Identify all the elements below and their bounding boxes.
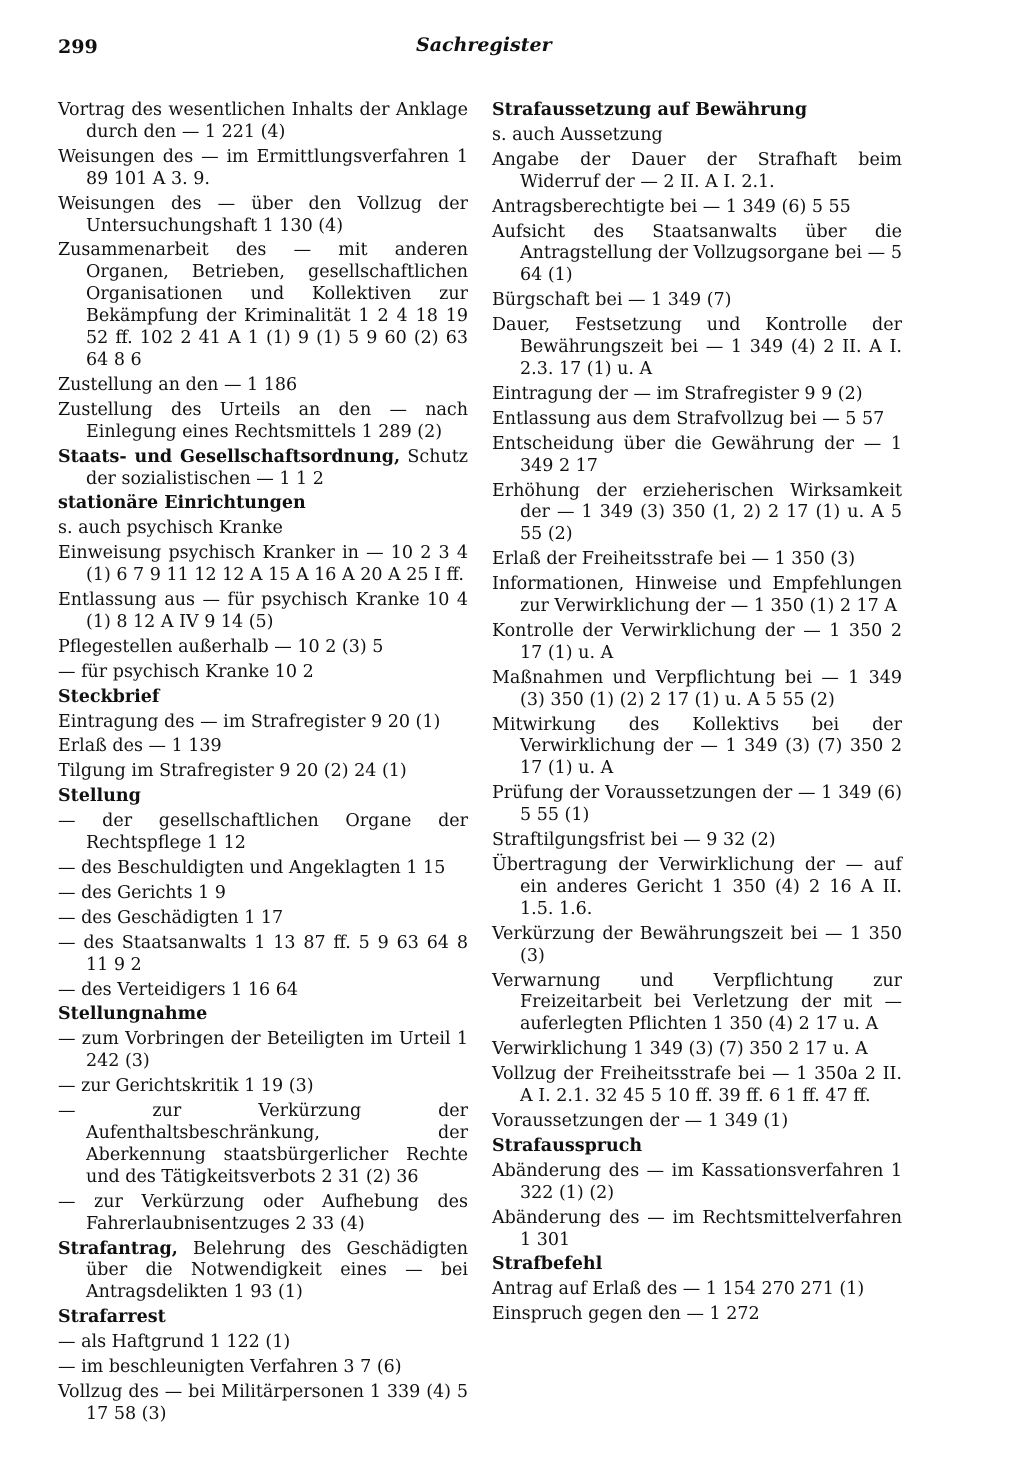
index-entry-text: Belehrung des Geschädigten über die Notwendigkeit eines — bei Antragsdelikten 1 93 (1) [86,1238,468,1303]
index-entry: Zusammenarbeit des — mit anderen Organen, Betrieben, gesellschaftlichen Organisationen und Kollektiven zur Bekämpfung der Kriminalität 1 2 4 18 19 52 ff. 102 2 41 A 1 (1) 9 (1) 5 9 60 (2) 63 64 8 6 [58,240,468,370]
index-entry-text: Schutz der sozialistischen — 1 1 2 [86,446,468,489]
index-entry: — des Gerichts 1 9 [58,882,226,903]
index-entry: Einweisung psychisch Kranker in — 10 2 3 4 (1) 6 7 9 11 12 12 A 15 A 16 A 20 A 25 I ff. [58,543,468,586]
index-entry: Vollzug der Freiheitsstrafe bei — 1 350a 2 II. A I. 2.1. 32 45 5 10 ff. 39 ff. 6 1 ff. 47 ff. [492,1064,902,1107]
index-entry: Prüfung der Voraussetzungen der — 1 349 (6) 5 55 (1) [492,783,902,826]
index-entry: — des Beschuldigten und Angeklagten 1 15 [58,858,446,878]
index-heading: Strafaussetzung auf Bewährung [492,100,808,120]
index-entry: Verwarnung und Verpflichtung zur Freizeitarbeit bei Verletzung der mit — auferlegten Pflichten 1 350 (4) 2 17 u. A [492,970,902,1035]
index-entry: — im beschleunigten Verfahren 3 7 (6) [58,1357,402,1378]
index-entry: Verkürzung der Bewährungszeit bei — 1 350 (3) [492,923,902,966]
index-entry: Entlassung aus — für psychisch Kranke 10 4 (1) 8 12 A IV 9 14 (5) [58,590,468,632]
index-entry: Mitwirkung des Kollektivs bei der Verwirklichung der — 1 349 (3) (7) 350 2 17 (1) u. A [492,714,902,779]
index-entry: Antrag auf Erlaß des — 1 154 270 271 (1) [492,1279,865,1300]
page-number: 299 [58,36,98,58]
index-entry: Angabe der Dauer der Strafhaft beim Widerruf der — 2 II. A I. 2.1. [492,149,902,192]
index-entry: — des Staatsanwalts 1 13 87 ff. 5 9 63 64 8 11 9 2 [58,932,468,975]
index-entry: — zum Vorbringen der Beteiligten im Urteil 1 242 (3) [58,1029,468,1072]
index-heading: Steckbrief [58,686,160,707]
index-entry: Informationen, Hinweise und Empfehlungen zur Verwirklichung der — 1 350 (1) 2 17 A [492,574,902,617]
index-entry: Erhöhung der erzieherischen Wirksamkeit der — 1 349 (3) 350 (1, 2) 2 17 (1) u. A 5 55 (2) [492,480,902,545]
index-entry: Dauer, Festsetzung und Kontrolle der Bewährungszeit bei — 1 349 (4) 2 II. A I. 2.3. 17 (1) u. A [492,315,902,379]
index-entry: — zur Gerichtskritik 1 19 (3) [58,1076,314,1097]
index-entry: Pflegestellen außerhalb — 10 2 (3) 5 [58,636,384,657]
index-entry: Voraussetzungen der — 1 349 (1) [492,1110,789,1131]
index-entry: Zustellung des Urteils an den — nach Einlegung eines Rechtsmittels 1 289 (2) [58,399,468,442]
index-heading: Strafarrest [58,1307,166,1328]
index-entry [58,447,468,491]
index-entry: Kontrolle der Verwirklichung der — 1 350 2 17 (1) u. A [492,620,902,663]
index-entry: Verwirklichung 1 349 (3) (7) 350 2 17 u. A [492,1039,868,1060]
index-entry: s. auch psychisch Kranke [58,518,283,539]
index-heading: Strafausspruch [492,1135,643,1156]
index-entry: Weisungen des — im Ermittlungsverfahren 1 89 101 A 3. 9. [58,146,468,189]
index-entry: — des Verteidigers 1 16 64 [58,979,298,1000]
index-entry: Maßnahmen und Verpflichtung bei — 1 349 (3) 350 (1) (2) 2 17 (1) u. A 5 55 (2) [492,667,902,710]
index-entry: Bürgschaft bei — 1 349 (7) [492,290,732,311]
index-entry: Vortrag des wesentlichen Inhalts der Anklage durch den — 1 221 (4) [58,100,468,142]
index-entry: Antragsberechtigte bei — 1 349 (6) 5 55 [492,196,851,217]
left-column [58,100,468,1426]
index-entry: Erlaß der Freiheitsstrafe bei — 1 350 (3) [492,549,856,570]
right-column [492,100,902,1326]
index-entry: — als Haftgrund 1 122 (1) [58,1332,291,1353]
index-keyword: Staats- und Gesellschaftsordnung, [58,446,401,467]
index-entry: — zur Verkürzung der Aufenthaltsbeschränkung, der Aberkennung staatsbürgerlicher Rechte und des Tätigkeitsverbots 2 31 (2) 36 [58,1101,468,1187]
index-entry: — für psychisch Kranke 10 2 [58,661,314,682]
page-title: Sachregister [416,34,552,56]
index-entry [58,1239,468,1305]
index-entry: Aufsicht des Staatsanwalts über die Antragstellung der Vollzugsorgane bei — 5 64 (1) [492,221,902,286]
index-entry: — zur Verkürzung oder Aufhebung des Fahrerlaubnisentzuges 2 33 (4) [58,1191,468,1234]
index-entry: Einspruch gegen den — 1 272 [492,1304,760,1325]
index-entry: — der gesellschaftlichen Organe der Rechtspflege 1 12 [58,811,468,854]
index-entry: Weisungen des — über den Vollzug der Untersuchungshaft 1 130 (4) [58,193,468,236]
index-entry: Vollzug des — bei Militärpersonen 1 339 (4) 5 17 58 (3) [58,1381,468,1424]
index-heading: stationäre Einrichtungen [58,493,306,514]
index-entry: Eintragung der — im Strafregister 9 9 (2) [492,383,863,404]
index-entry: Abänderung des — im Rechtsmittelverfahren 1 301 [492,1207,902,1250]
index-entry: Entscheidung über die Gewährung der — 1 349 2 17 [492,433,902,476]
index-entry: Abänderung des — im Kassationsverfahren 1 322 (1) (2) [492,1160,902,1203]
index-entry: s. auch Aussetzung [492,124,663,145]
index-entry: Erlaß des — 1 139 [58,736,222,757]
index-entry: Tilgung im Strafregister 9 20 (2) 24 (1) [58,761,407,782]
index-entry: Übertragung der Verwirklichung der — auf ein anderes Gericht 1 350 (4) 2 16 A II. 1.5. 1.6. [492,855,902,919]
index-entry: Zustellung an den — 1 186 [58,374,298,395]
index-heading: Strafbefehl [492,1254,603,1275]
index-entry: Entlassung aus dem Strafvollzug bei — 5 57 [492,408,885,429]
index-entry: Straftilgungsfrist bei — 9 32 (2) [492,830,776,851]
index-entry: — des Geschädigten 1 17 [58,907,284,928]
index-keyword: Strafantrag, [58,1238,178,1259]
index-heading: Stellung [58,786,141,807]
index-heading: Stellungnahme [58,1004,208,1025]
index-entry: Eintragung des — im Strafregister 9 20 (1) [58,711,441,732]
